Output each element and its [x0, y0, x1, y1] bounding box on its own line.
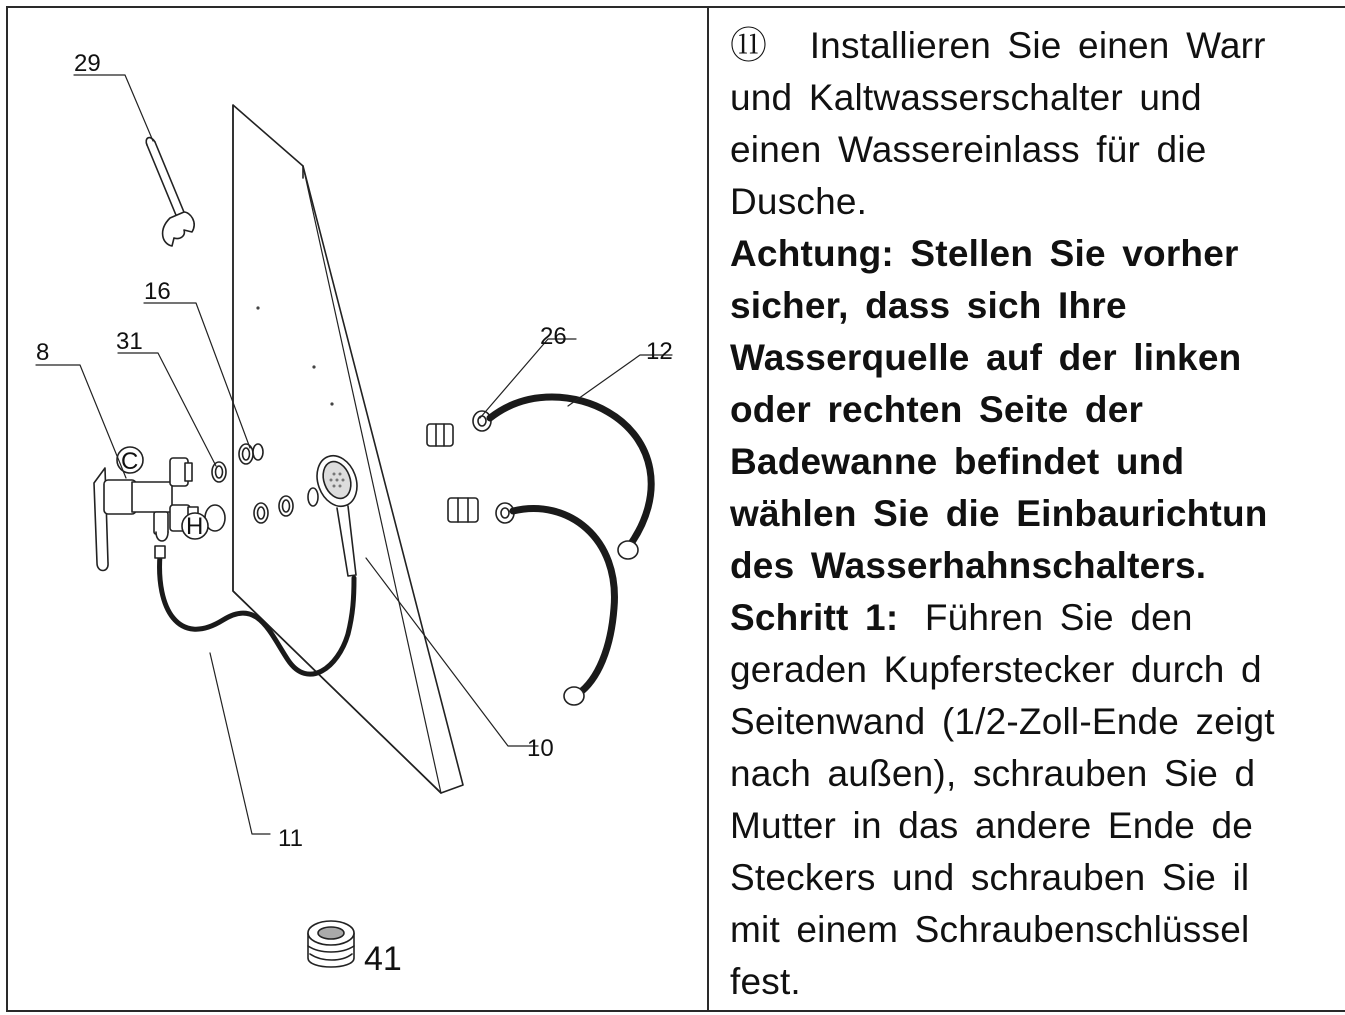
inlet-hose-upper [490, 397, 651, 548]
step-heading-line [730, 20, 1345, 72]
label-11: 11 [278, 825, 303, 852]
side-wall-panel [233, 105, 463, 793]
step1-text-1: Führen Sie den [924, 597, 1193, 638]
step-label: Schritt 1: [730, 597, 899, 638]
label-12: 12 [646, 338, 673, 365]
warning-line-6: wählen Sie die Einbaurichtun [730, 493, 1268, 534]
label-31: 31 [116, 328, 143, 355]
warning-line-2: sicher, dass sich Ihre [730, 285, 1127, 326]
step1-line-1 [730, 592, 1345, 644]
installation-diagram [8, 8, 706, 1010]
warning-line-4: oder rechten Seite der [730, 389, 1144, 430]
step-number-marker: ⑪ [730, 25, 768, 66]
adapter-nut [308, 921, 354, 967]
label-29: 29 [74, 50, 101, 77]
label-16: 16 [144, 278, 171, 305]
wrench-part [146, 138, 194, 246]
instruction-text [730, 20, 1345, 1010]
warning-line-7: des Wasserhahnschalters. [730, 545, 1207, 586]
hot-mark: H [186, 513, 204, 540]
cold-mark: C [121, 448, 139, 475]
connector-lower [448, 498, 514, 523]
warning-line-5: Badewanne befindet und [730, 441, 1185, 482]
step1-line-4: nach außen), schrauben Sie d [730, 753, 1256, 794]
label-26: 26 [540, 323, 567, 350]
step1-line-7: mit einem Schraubenschlüssel [730, 909, 1250, 950]
step1-line-6: Steckers und schrauben Sie il [730, 857, 1250, 898]
intro-line-1: Installieren Sie einen Warr [809, 25, 1266, 66]
label-8: 8 [36, 339, 50, 366]
warning-line-1: Achtung: Stellen Sie vorher [730, 233, 1239, 274]
step1-line-2: geraden Kupferstecker durch d [730, 649, 1262, 690]
warning-line-3: Wasserquelle auf der linken [730, 337, 1242, 378]
step1-line-3: Seitenwand (1/2-Zoll-Ende zeigt [730, 701, 1275, 742]
inlet-hose-lower [513, 509, 614, 694]
column-divider [707, 6, 709, 1012]
intro-line-2: und Kaltwasserschalter und [730, 77, 1202, 118]
label-10: 10 [527, 735, 554, 762]
step1-line-5: Mutter in das andere Ende de [730, 805, 1254, 846]
step1-line-8: fest. [730, 961, 801, 1002]
intro-line-4: Dusche. [730, 181, 868, 222]
intro-line-3: einen Wassereinlass für die [730, 129, 1207, 170]
label-41: 41 [364, 940, 402, 978]
